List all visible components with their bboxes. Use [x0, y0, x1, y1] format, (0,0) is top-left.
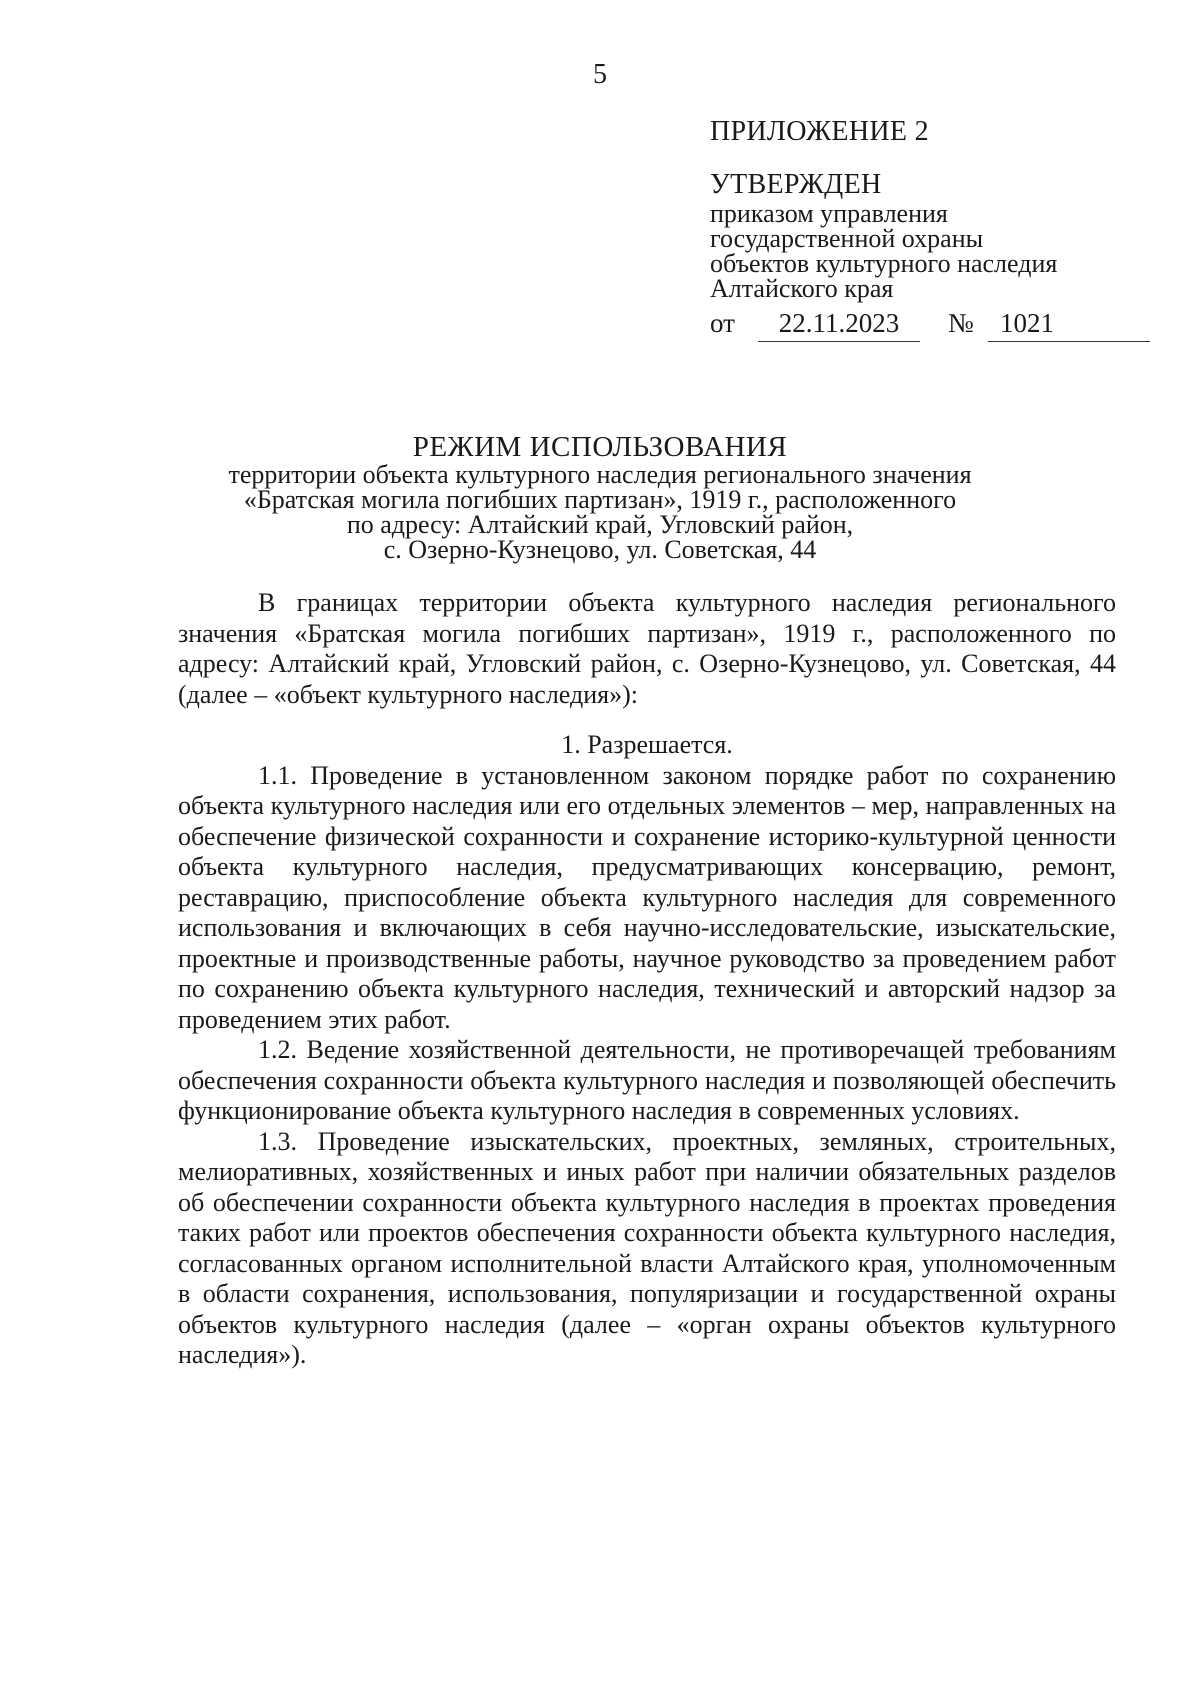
document-title: РЕЖИМ ИСПОЛЬЗОВАНИЯ: [412, 431, 788, 463]
clause-1-1: 1.1. Проведение в установленном законом порядке работ по сохранению объекта культурного наследия или его отдельных элементов – мер, направленных на обеспечение физической сохранности и сохранение историко-культурной ценности объекта культурного наследия, предусматривающих консервацию, ремонт, реставрацию, приспособление объекта культурного наследия для современного использования и включающих в себя научно-исследовательские, изыскательские, проектные и производственные работы, научное руководство за проведением работ по сохранению объекта культурного наследия, технический и авторский надзор за проведением этих работ.: [178, 760, 1116, 1034]
order-number: 1021: [988, 307, 1150, 342]
clause-1-3: 1.3. Проведение изыскательских, проектных, земляных, строительных, мелиоративных, хозяйственных и иных работ при наличии обязательных разделов об обеспечении сохранности объекта культурного наследия в проектах проведения таких работ или проектов обеспечения сохранности объекта культурного наследия, согласованных органом исполнительной власти Алтайского края, уполномоченным в области сохранения, использования, популяризации и государственной охраны объектов культурного наследия (далее – «орган охраны объектов культурного наследия»).: [178, 1126, 1116, 1369]
number-sign: №: [948, 308, 974, 338]
page-number: 5: [593, 59, 607, 90]
order-date-number-row: [710, 307, 1150, 343]
appendix-label: ПРИЛОЖЕНИЕ 2: [710, 116, 929, 147]
document-body: [178, 588, 1116, 1371]
order-date: 22.11.2023: [758, 307, 920, 342]
approval-block: [710, 116, 1150, 343]
approval-authority-line: приказом управления: [710, 199, 948, 228]
document-subtitle-line: территории объекта культурного наследия регионального значения: [228, 460, 972, 489]
section-1-title: 1. Разрешается.: [561, 730, 733, 759]
approved-label: УТВЕРЖДЕН: [710, 169, 882, 200]
intro-paragraph: В границах территории объекта культурного наследия регионального значения «Братская могила погибших партизан», 1919 г., расположенного по адресу: Алтайский край, Угловский район, с. Озерно-Кузнецово, ул. Советская, 44 (далее – «объект культурного наследия»):: [178, 588, 1116, 709]
document-subtitle-line: по адресу: Алтайский край, Угловский район,: [346, 510, 854, 539]
approval-authority-line: Алтайского края: [710, 274, 894, 303]
approval-authority-line: объектов культурного наследия: [710, 249, 1058, 278]
date-prefix: от: [710, 308, 735, 338]
document-title-block: [0, 432, 1200, 562]
approval-authority-line: государственной охраны: [710, 224, 984, 253]
document-subtitle-line: «Братская могила погибших партизан», 1919 г., расположенного: [243, 485, 957, 514]
clause-1-2: 1.2. Ведение хозяйственной деятельности, не противоречащей требованиям обеспечения сохранности объекта культурного наследия и позволяющей обеспечить функционирование объекта культурного наследия в современных условиях.: [178, 1035, 1116, 1125]
document-subtitle-line: с. Озерно-Кузнецово, ул. Советская, 44: [383, 535, 817, 564]
